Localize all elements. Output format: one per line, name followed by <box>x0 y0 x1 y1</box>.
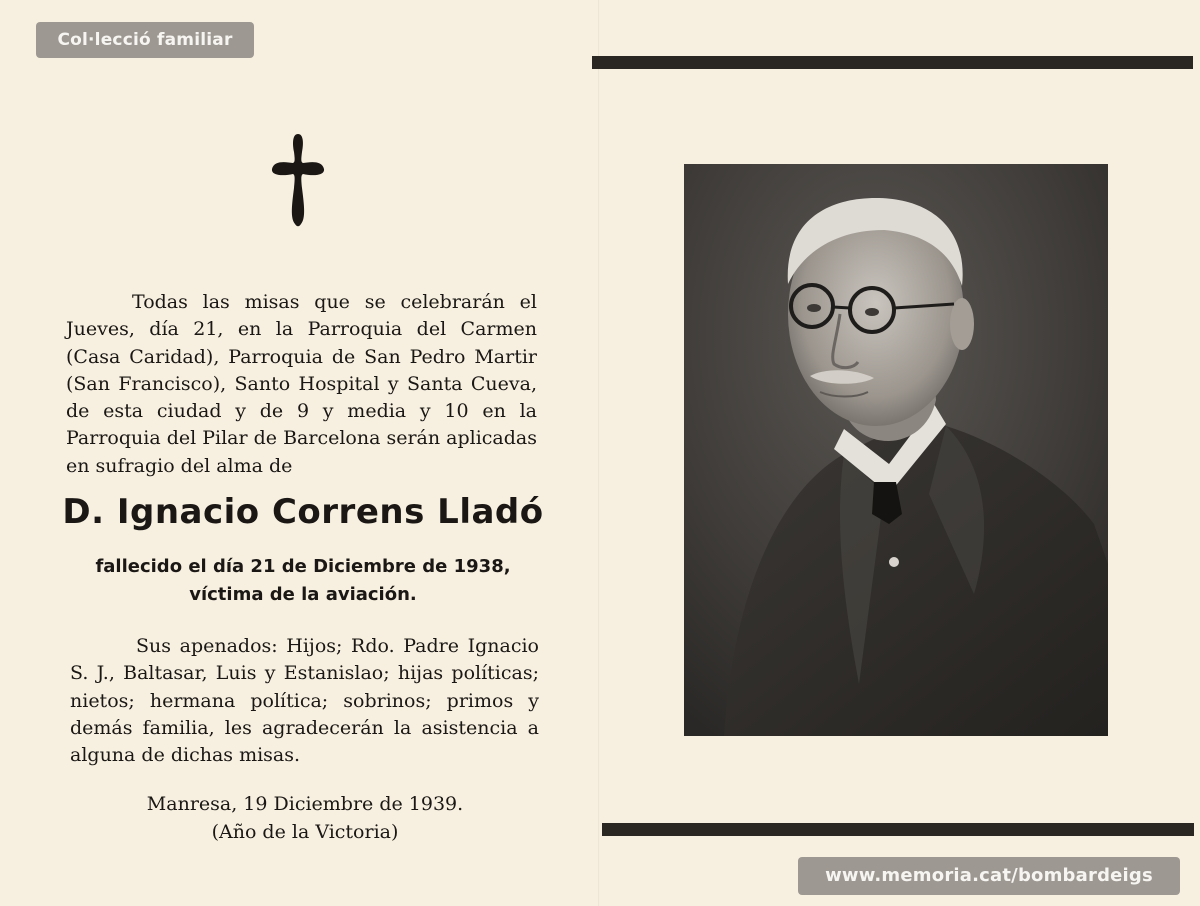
mourning-rule-top <box>592 56 1193 69</box>
deceased-name: D. Ignacio Correns Lladó <box>62 492 544 532</box>
death-date-line: fallecido el día 21 de Diciembre de 1938, <box>95 556 511 577</box>
collection-badge: Col·lecció familiar <box>36 22 254 58</box>
card-left-page <box>0 0 598 906</box>
death-cause-line: víctima de la aviación. <box>189 584 417 605</box>
mourners-paragraph: Sus apenados: Hijos; Rdo. Padre Ignacio S. J., Baltasar, Luis y Estanislao; hijas políticas; nietos; hermana política; sobrinos; primos y demás familia, les agradecerán la asistencia a alguna de dichas misas. <box>70 635 539 767</box>
place-date-line: Manresa, 19 Diciembre de 1939. <box>146 793 464 815</box>
death-notice <box>60 553 546 609</box>
portrait-image <box>684 164 1108 736</box>
masses-announcement: Todas las misas que se celebrarán el Jueves, día 21, en la Parroquia del Carmen (Casa Caridad), Parroquia de San Pedro Martir (San Francisco), Santo Hospital y Santa Cueva, de esta ciudad y de 9 y media y 10 en la Parroquia del Pilar de Barcelona serán aplicadas en sufragio del alma de <box>66 291 537 477</box>
source-url-badge[interactable]: www.memoria.cat/bombardeigs <box>798 857 1180 895</box>
place-and-date <box>100 790 510 846</box>
latin-cross-icon <box>270 132 326 228</box>
year-note: (Año de la Victoria) <box>211 821 399 843</box>
portrait-photo <box>684 164 1108 736</box>
mourning-rule-bottom <box>602 823 1194 836</box>
